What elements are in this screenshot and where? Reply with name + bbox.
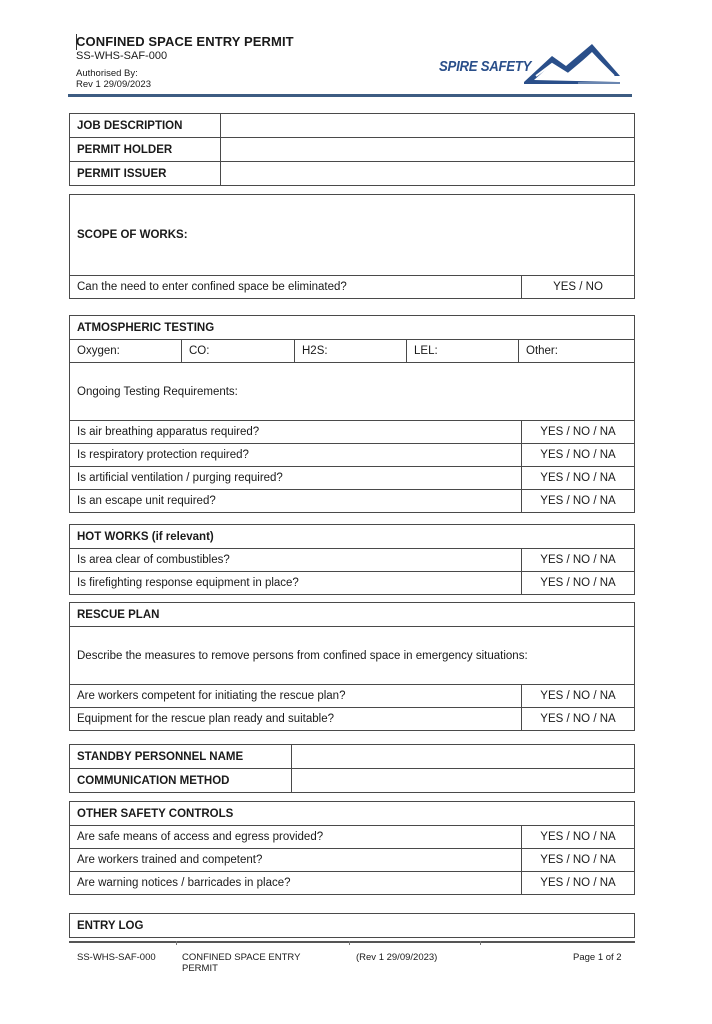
lel-reading-field[interactable]: LEL: <box>407 340 519 363</box>
atmospheric-testing-table <box>69 315 635 513</box>
communication-method-field[interactable] <box>292 769 635 793</box>
question-row <box>70 467 635 490</box>
footer-divider-tick <box>480 941 481 945</box>
company-logo-text: SPIRE SAFETY <box>439 58 532 75</box>
footer-divider-tick <box>176 941 177 945</box>
rescue-plan-table <box>69 602 635 731</box>
footer-doc-title <box>182 952 300 974</box>
footer-title-line1: CONFINED SPACE ENTRY <box>182 952 301 963</box>
hot-works-title: HOT WORKS (if relevant) <box>70 525 635 549</box>
gas-readings-row <box>70 340 635 363</box>
yes-no-na-answer[interactable]: YES / NO / NA <box>522 685 635 708</box>
oxygen-reading-field[interactable]: Oxygen: <box>70 340 182 363</box>
atmospheric-testing-title: ATMOSPHERIC TESTING <box>70 316 635 340</box>
breathing-apparatus-question: Is air breathing apparatus required? <box>70 421 522 444</box>
header-divider <box>68 94 632 97</box>
rescue-competence-question: Are workers competent for initiating the rescue plan? <box>70 685 522 708</box>
question-row <box>70 490 635 513</box>
standby-name-row <box>70 745 635 769</box>
authorised-by-label: Authorised By: <box>76 68 138 79</box>
permit-holder-label: PERMIT HOLDER <box>70 138 221 162</box>
yes-no-na-answer[interactable]: YES / NO / NA <box>522 572 635 595</box>
document-title: CONFINED SPACE ENTRY PERMIT <box>76 34 294 49</box>
hot-works-table <box>69 524 635 595</box>
page-number: Page 1 of 2 <box>573 952 622 963</box>
question-row <box>70 849 635 872</box>
h2s-reading-field[interactable]: H2S: <box>295 340 407 363</box>
permit-issuer-label: PERMIT ISSUER <box>70 162 221 186</box>
footer-title-line2: PERMIT <box>182 963 218 974</box>
escape-unit-question: Is an escape unit required? <box>70 490 522 513</box>
yes-no-na-answer[interactable]: YES / NO / NA <box>522 467 635 490</box>
yes-no-na-answer[interactable]: YES / NO / NA <box>522 849 635 872</box>
rescue-plan-title: RESCUE PLAN <box>70 603 635 627</box>
ongoing-testing-label: Ongoing Testing Requirements: <box>77 385 238 398</box>
footer-doc-code: SS-WHS-SAF-000 <box>77 952 156 963</box>
standby-name-field[interactable] <box>292 745 635 769</box>
standby-personnel-table <box>69 744 635 793</box>
footer-divider-tick <box>349 941 350 945</box>
entry-log-table <box>69 913 635 938</box>
permit-issuer-field[interactable] <box>221 162 635 186</box>
standby-name-label: STANDBY PERSONNEL NAME <box>70 745 292 769</box>
mountain-logo-icon <box>522 42 622 88</box>
job-description-row <box>70 114 635 138</box>
question-row <box>70 685 635 708</box>
question-row <box>70 708 635 731</box>
job-info-table <box>69 113 635 186</box>
ventilation-question: Is artificial ventilation / purging required? <box>70 467 522 490</box>
question-row <box>70 572 635 595</box>
respiratory-protection-question: Is respiratory protection required? <box>70 444 522 467</box>
document-code: SS-WHS-SAF-000 <box>76 50 168 62</box>
warning-notices-question: Are warning notices / barricades in place? <box>70 872 522 895</box>
co-reading-field[interactable]: CO: <box>182 340 295 363</box>
question-row <box>70 826 635 849</box>
yes-no-answer[interactable]: YES / NO <box>522 276 635 299</box>
other-safety-controls-title: OTHER SAFETY CONTROLS <box>70 802 635 826</box>
permit-holder-row <box>70 138 635 162</box>
combustibles-question: Is area clear of combustibles? <box>70 549 522 572</box>
yes-no-na-answer[interactable]: YES / NO / NA <box>522 872 635 895</box>
entry-log-title: ENTRY LOG <box>70 914 635 938</box>
yes-no-na-answer[interactable]: YES / NO / NA <box>522 444 635 467</box>
footer-revision: (Rev 1 29/09/2023) <box>356 952 438 963</box>
scope-of-works-field[interactable] <box>70 195 635 276</box>
access-egress-question: Are safe means of access and egress provided? <box>70 826 522 849</box>
rescue-measures-label: Describe the measures to remove persons from confined space in emergency situations: <box>77 649 528 662</box>
permit-holder-field[interactable] <box>221 138 635 162</box>
job-description-field[interactable] <box>221 114 635 138</box>
eliminate-entry-question: Can the need to enter confined space be eliminated? <box>70 276 522 299</box>
job-description-label: JOB DESCRIPTION <box>70 114 221 138</box>
question-row <box>70 421 635 444</box>
rescue-measures-field[interactable] <box>70 627 635 685</box>
question-row <box>70 276 635 299</box>
yes-no-na-answer[interactable]: YES / NO / NA <box>522 826 635 849</box>
other-safety-controls-table <box>69 801 635 895</box>
permit-issuer-row <box>70 162 635 186</box>
question-row <box>70 872 635 895</box>
other-reading-field[interactable]: Other: <box>519 340 635 363</box>
yes-no-na-answer[interactable]: YES / NO / NA <box>522 549 635 572</box>
ongoing-testing-field[interactable] <box>70 363 635 421</box>
scope-of-works-table <box>69 194 635 299</box>
footer-divider <box>69 941 635 943</box>
communication-method-label: COMMUNICATION METHOD <box>70 769 292 793</box>
yes-no-na-answer[interactable]: YES / NO / NA <box>522 421 635 444</box>
question-row <box>70 549 635 572</box>
communication-method-row <box>70 769 635 793</box>
scope-of-works-title: SCOPE OF WORKS: <box>77 229 188 241</box>
yes-no-na-answer[interactable]: YES / NO / NA <box>522 490 635 513</box>
revision-text: Rev 1 29/09/2023 <box>76 79 152 90</box>
yes-no-na-answer[interactable]: YES / NO / NA <box>522 708 635 731</box>
firefighting-question: Is firefighting response equipment in place? <box>70 572 522 595</box>
workers-trained-question: Are workers trained and competent? <box>70 849 522 872</box>
rescue-equipment-question: Equipment for the rescue plan ready and suitable? <box>70 708 522 731</box>
question-row <box>70 444 635 467</box>
